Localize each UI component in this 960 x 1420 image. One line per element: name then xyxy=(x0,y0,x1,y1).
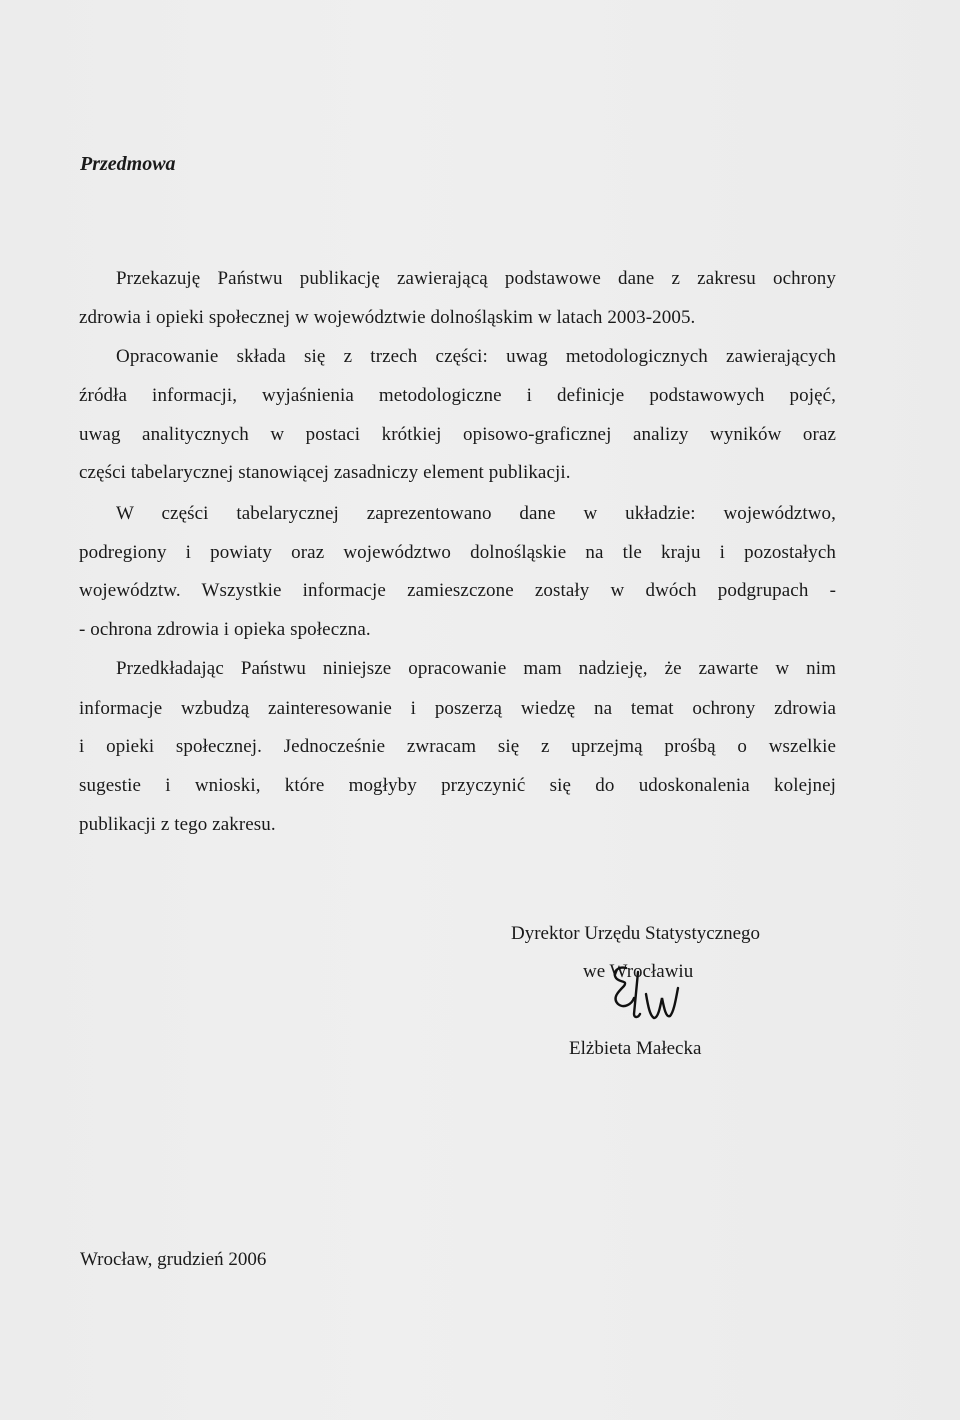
paragraph-line: sugestie i wnioski, które mogłyby przyczynić się do udoskonalenia kolejnej xyxy=(79,775,836,796)
paragraph-line: Przekazuję Państwu publikację zawierającą podstawowe dane z zakresu ochrony xyxy=(116,268,836,289)
place-date: Wrocław, grudzień 2006 xyxy=(80,1249,267,1270)
paragraph-line: województw. Wszystkie informacje zamieszczone zostały w dwóch podgrupach - xyxy=(79,580,836,601)
paragraph-line: publikacji z tego zakresu. xyxy=(79,814,276,835)
paragraph-line: uwag analitycznych w postaci krótkiej opisowo-graficznej analizy wyników oraz xyxy=(79,424,836,445)
paragraph-line: Opracowanie składa się z trzech części: uwag metodologicznych zawierających xyxy=(116,346,836,367)
page-title: Przedmowa xyxy=(80,153,176,175)
paragraph-line: źródła informacji, wyjaśnienia metodologiczne i definicje podstawowych pojęć, xyxy=(79,385,836,406)
signature-name: Elżbieta Małecka xyxy=(569,1038,702,1059)
signature-position: Dyrektor Urzędu Statystycznego xyxy=(511,923,761,944)
paragraph-line: części tabelarycznej stanowiącej zasadniczy element publikacji. xyxy=(79,462,571,483)
handwritten-signature xyxy=(604,958,684,1038)
paragraph-line: - ochrona zdrowia i opieka społeczna. xyxy=(79,619,371,640)
paragraph-line: podregiony i powiaty oraz województwo dolnośląskie na tle kraju i pozostałych xyxy=(79,542,836,563)
signature-city: we Wrocławiu xyxy=(583,961,694,982)
paragraph-line: Przedkładając Państwu niniejsze opracowanie mam nadzieję, że zawarte w nim xyxy=(116,658,836,679)
paragraph-line: W części tabelarycznej zaprezentowano dane w układzie: województwo, xyxy=(116,503,836,524)
paragraph-line: i opieki społecznej. Jednocześnie zwracam się z uprzejmą prośbą o wszelkie xyxy=(79,736,836,757)
paragraph-line: informacje wzbudzą zainteresowanie i poszerzą wiedzę na temat ochrony zdrowia xyxy=(79,698,836,719)
paragraph-line: zdrowia i opieki społecznej w województwie dolnośląskim w latach 2003-2005. xyxy=(79,307,696,328)
